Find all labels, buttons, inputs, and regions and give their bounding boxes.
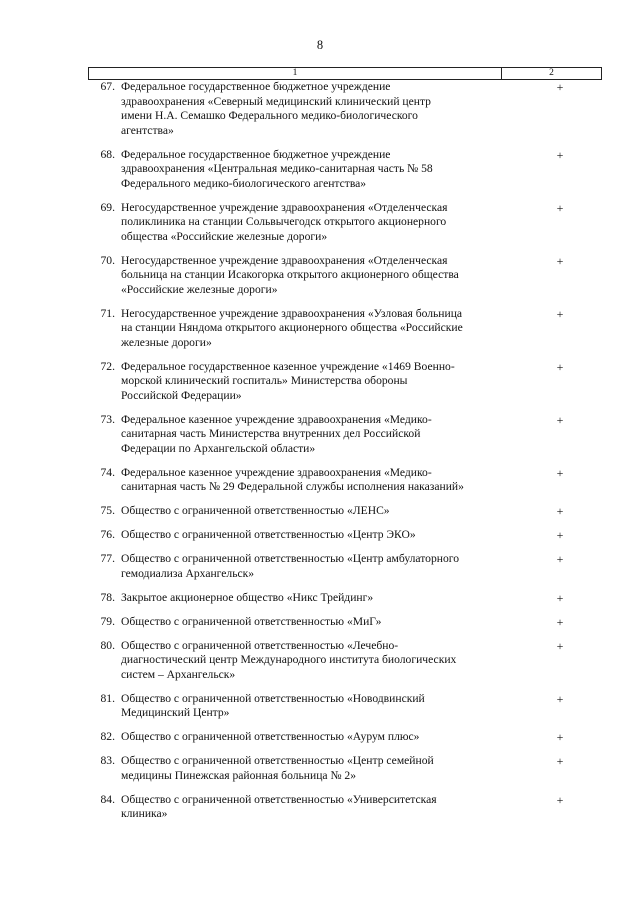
row-number: 73. — [100, 412, 115, 426]
row-number: 67. — [100, 80, 115, 93]
institution-name-line: агентства» — [121, 123, 174, 137]
inclusion-mark: + — [556, 614, 564, 629]
institution-name-line: Федерации по Архангельской области» — [121, 441, 316, 455]
table-body — [88, 80, 602, 831]
institution-name — [121, 307, 504, 351]
table-row — [88, 793, 602, 822]
institution-name-line: Федеральное казенное учреждение здравоохранения «Медико- — [121, 412, 432, 426]
table-header-col2: 2 — [502, 68, 602, 79]
institution-name-line: поликлиника на станции Сольвычегодск открытого акционерного — [121, 215, 447, 228]
table-row — [88, 413, 602, 457]
institution-name-line: диагностический центр Международного института биологических — [121, 653, 457, 666]
institution-name-line: железные дороги» — [121, 335, 212, 349]
institution-name-line: Федеральное государственное бюджетное учреждение — [121, 80, 391, 93]
table-row — [88, 692, 602, 721]
inclusion-mark: + — [556, 253, 564, 268]
inclusion-mark: + — [556, 200, 564, 215]
row-number: 72. — [100, 359, 115, 373]
institution-name-line: Федеральное государственное бюджетное учреждение — [121, 147, 391, 161]
table-row — [88, 615, 602, 630]
institution-name-line: систем – Архангельск» — [121, 667, 236, 681]
institution-name-line: Негосударственное учреждение здравоохранения «Узловая больница — [121, 306, 463, 320]
institution-name — [121, 754, 504, 783]
inclusion-mark: + — [556, 147, 564, 162]
inclusion-mark: + — [556, 754, 564, 768]
institution-name-line: санитарная часть № 29 Федеральной службы исполнения наказаний» — [121, 480, 464, 493]
institution-name — [121, 730, 504, 745]
institution-name-line: больница на станции Исакогорка открытого акционерного общества — [121, 268, 459, 281]
inclusion-mark: + — [556, 552, 564, 566]
inclusion-mark: + — [556, 730, 564, 744]
inclusion-mark: + — [556, 528, 564, 542]
institution-name-line: Негосударственное учреждение здравоохранения «Отделенческая — [121, 253, 448, 267]
inclusion-mark: + — [556, 412, 564, 427]
table-row — [88, 730, 602, 745]
institution-name-line: здравоохранения «Северный медицинский клинический центр — [121, 94, 431, 108]
row-number: 83. — [100, 754, 115, 767]
row-number: 77. — [100, 552, 115, 565]
table-header-col1: 1 — [88, 68, 502, 79]
row-number: 76. — [100, 528, 115, 541]
row-number: 80. — [100, 638, 115, 652]
table-row — [88, 360, 602, 404]
inclusion-mark: + — [556, 504, 564, 518]
institution-name-line: гемодиализа Архангельск» — [121, 566, 255, 580]
inclusion-mark: + — [556, 590, 564, 605]
institution-name-line: Общество с ограниченной ответственностью «Центр ЭКО» — [121, 528, 416, 541]
row-number: 75. — [100, 504, 115, 517]
institution-name-line: Медицинский Центр» — [121, 706, 230, 719]
row-number: 81. — [100, 691, 115, 705]
institution-name — [121, 80, 504, 138]
institution-name-line: Закрытое акционерное общество «Никс Трейдинг» — [121, 590, 374, 604]
table-row — [88, 639, 602, 683]
institution-name — [121, 793, 504, 822]
institution-name-line: Негосударственное учреждение здравоохранения «Отделенческая — [121, 200, 448, 214]
institution-name-line: Общество с ограниченной ответственностью «МиГ» — [121, 614, 382, 628]
institution-name-line: Общество с ограниченной ответственностью «Центр семейной — [121, 754, 434, 767]
institution-name-line: Общество с ограниченной ответственностью «Лечебно- — [121, 638, 399, 652]
institution-name — [121, 692, 504, 721]
table-row — [88, 528, 602, 543]
inclusion-mark: + — [556, 80, 564, 94]
institution-name-line: имени Н.А. Семашко Федерального медико-биологического — [121, 109, 418, 122]
inclusion-mark: + — [556, 691, 564, 706]
institution-name-line: Федерального медико-биологического агентства» — [121, 176, 367, 190]
institution-name-line: на станции Няндома открытого акционерного общества «Российские — [121, 321, 463, 334]
institution-name-line: общества «Российские железные дороги» — [121, 229, 328, 243]
table-row — [88, 201, 602, 245]
institution-name — [121, 254, 504, 298]
row-number: 74. — [100, 465, 115, 479]
table-row — [88, 504, 602, 519]
row-number: 70. — [100, 253, 115, 267]
institution-name-line: здравоохранения «Центральная медико-санитарная часть № 58 — [121, 162, 433, 175]
institution-name-line: морской клинический госпиталь» Министерства обороны — [121, 374, 408, 387]
institution-name-line: медицины Пинежская районная больница № 2» — [121, 768, 356, 782]
institution-name — [121, 528, 504, 543]
inclusion-mark: + — [556, 792, 564, 807]
institution-name — [121, 639, 504, 683]
institution-name-line: Общество с ограниченной ответственностью «Новодвинский — [121, 691, 425, 705]
table-row — [88, 466, 602, 495]
institution-name-line: Общество с ограниченной ответственностью «Университетская — [121, 792, 437, 806]
row-number: 82. — [100, 730, 115, 743]
page-number: 8 — [316, 38, 324, 52]
table-row — [88, 754, 602, 783]
row-number: 78. — [100, 590, 115, 604]
institution-name-line: «Российские железные дороги» — [121, 282, 278, 296]
table-row — [88, 254, 602, 298]
institution-name-line: Общество с ограниченной ответственностью «Центр амбулаторного — [121, 552, 460, 565]
institution-name-line: Общество с ограниченной ответственностью «Аурум плюс» — [121, 730, 420, 743]
row-number: 69. — [100, 200, 115, 214]
institution-name — [121, 201, 504, 245]
institution-name — [121, 504, 504, 519]
inclusion-mark: + — [556, 306, 564, 321]
table-row — [88, 552, 602, 581]
table-header — [88, 67, 602, 80]
institution-name — [121, 148, 504, 192]
row-number: 71. — [100, 306, 115, 320]
institution-name-line: Российской Федерации» — [121, 388, 242, 402]
institution-name — [121, 360, 504, 404]
table-row — [88, 80, 602, 138]
institution-name — [121, 552, 504, 581]
inclusion-mark: + — [556, 359, 564, 374]
row-number: 68. — [100, 147, 115, 161]
institution-name-line: Общество с ограниченной ответственностью «ЛЕНС» — [121, 504, 390, 517]
inclusion-mark: + — [556, 638, 564, 653]
row-number: 79. — [100, 614, 115, 628]
institution-name-line: клиника» — [121, 807, 168, 820]
institution-name — [121, 615, 504, 630]
institution-name — [121, 591, 504, 606]
inclusion-mark: + — [556, 465, 564, 480]
institution-name-line: Федеральное казенное учреждение здравоохранения «Медико- — [121, 465, 432, 479]
table-row — [88, 148, 602, 192]
institution-name — [121, 466, 504, 495]
row-number: 84. — [100, 792, 115, 806]
institution-name-line: Федеральное государственное казенное учреждение «1469 Военно- — [121, 359, 455, 373]
institution-name — [121, 413, 504, 457]
table-row — [88, 591, 602, 606]
table-row — [88, 307, 602, 351]
institution-name-line: санитарная часть Министерства внутренних дел Российской — [121, 427, 421, 440]
